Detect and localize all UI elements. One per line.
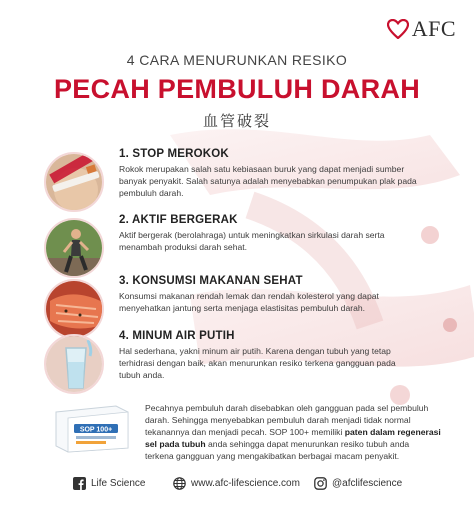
facebook-link[interactable] <box>72 476 145 490</box>
subtitle: 4 CARA MENURUNKAN RESIKO <box>126 52 348 68</box>
jogging-image <box>44 218 104 278</box>
step-3-heading: 3. KONSUMSI MAKANAN SEHAT <box>119 275 303 287</box>
heart-logo-icon <box>387 19 409 39</box>
website-label: www.afc-lifescience.com <box>191 477 300 489</box>
step-stop-smoking <box>0 148 474 218</box>
instagram-link[interactable] <box>313 476 402 490</box>
facebook-label: Life Science <box>91 477 146 489</box>
step-2-text: Aktif bergerak (berolahraga) untuk meningkatkan sirkulasi darah serta menambah produksi darah sehat. <box>119 230 385 252</box>
step-4-heading: 4. MINUM AIR PUTIH <box>119 330 235 342</box>
footer <box>0 474 474 496</box>
chinese-title: 血管破裂 <box>202 113 271 130</box>
facebook-icon <box>72 476 86 490</box>
step-1-text: Rokok merupakan salah satu kebiasaan buruk yang dapat menjadi sumber banyak penyakit. Salah satunya adalah menyebabkan penumpukan plak pada pembuluh darah. <box>119 164 417 198</box>
instagram-icon <box>313 476 327 490</box>
bottom-description: Pecahnya pembuluh darah disebabkan oleh gangguan pada sel pembuluh darah. Sehingga menyebabkan pembuluh darah menjadi tidak normal tekanannya dan menjadi pecah. SOP 100+ memiliki paten dalam regenerasi sel pada tubuh anda sehingga dapat menurunkan resiko tubuh anda terkena gangguan yang mengakibatkan berbagai macam penyakit. <box>145 403 441 461</box>
page-title: PECAH PEMBULUH DARAH <box>53 74 420 104</box>
step-1-heading: 1. STOP MEROKOK <box>119 148 229 160</box>
afc-logo <box>387 16 456 42</box>
step-4-text: Hal sederhana, yakni minum air putih. Karena dengan tubuh yang tetap terhidrasi dengan baik, akan menurunkan resiko terkena gangguan pada tubuh anda. <box>119 346 396 380</box>
step-2-heading: 2. AKTIF BERGERAK <box>119 214 238 226</box>
globe-icon <box>172 476 186 490</box>
step-active-moving <box>0 214 474 284</box>
instagram-label: @afclifescience <box>332 477 403 489</box>
no-smoking-image <box>44 152 104 212</box>
step-3-text: Konsumsi makanan rendah lemak dan rendah kolesterol yang dapat menyehatkan jantung serta menjaga elastisitas pembuluh darah. <box>119 291 379 313</box>
brand-name: AFC <box>411 16 456 41</box>
website-link[interactable] <box>172 476 300 490</box>
water-glass-image <box>44 334 104 394</box>
step-drink-water <box>0 330 474 400</box>
product-label: SOP 100+ <box>79 426 113 434</box>
sop-product-box <box>54 402 130 454</box>
